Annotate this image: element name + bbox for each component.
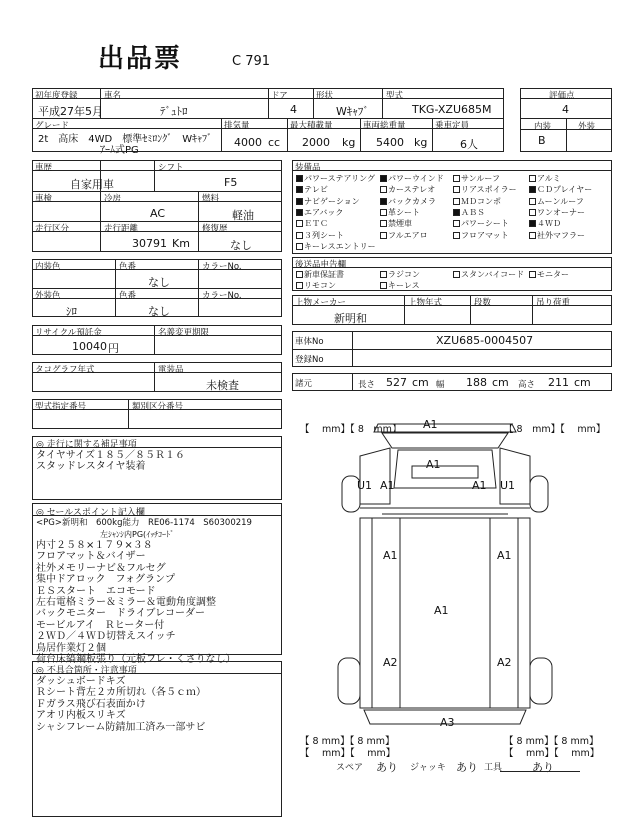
mark-a2-right: A2 bbox=[497, 656, 512, 669]
unchecked-box-icon bbox=[380, 282, 387, 289]
circle-icon: ◎ bbox=[36, 666, 44, 676]
name-change-label: 名義変更期限 bbox=[158, 328, 210, 338]
unchecked-box-icon bbox=[296, 282, 303, 289]
unchecked-box-icon bbox=[296, 271, 303, 278]
type-no-label: 型式指定番号 bbox=[35, 402, 87, 412]
unchecked-box-icon bbox=[296, 232, 303, 239]
tacho-label: タコグラフ年式 bbox=[35, 365, 95, 375]
exterior-color-no-label: 色番 bbox=[119, 291, 137, 301]
history-value: 自家用車 bbox=[70, 178, 114, 191]
exterior-color-no-value: なし bbox=[148, 305, 170, 318]
mileage-value: 30791 bbox=[132, 237, 167, 250]
equipment-item bbox=[529, 218, 561, 229]
equipment-item bbox=[296, 218, 328, 229]
unchecked-box-icon bbox=[380, 271, 387, 278]
gross-weight-unit: kg bbox=[414, 136, 428, 149]
equipment-item-label: ＥＴＣ bbox=[304, 219, 328, 229]
first-reg-value: 平成27年5月 bbox=[38, 105, 103, 118]
car-name-value: ﾃﾞｭﾄﾛ bbox=[160, 105, 188, 118]
checked-box-icon bbox=[296, 209, 303, 216]
equipment-item bbox=[296, 207, 343, 218]
exterior-color-code-label: カラーNo. bbox=[202, 291, 242, 301]
checked-box-icon bbox=[453, 209, 460, 216]
equipment-item-label: カーステレオ bbox=[388, 185, 436, 195]
defects-title: 不具合箇所・注意事項 bbox=[46, 666, 137, 676]
length-unit: cm bbox=[412, 376, 429, 389]
unchecked-box-icon bbox=[529, 232, 536, 239]
mark-a1-front: A1 bbox=[423, 418, 438, 431]
interior-grade-value: B bbox=[538, 134, 546, 147]
equipment-item bbox=[296, 196, 360, 207]
sales-point-line: ２ＷＤ／４ＷＤ切替えスイッチ bbox=[36, 631, 176, 643]
width-label: 幅 bbox=[436, 380, 445, 390]
interior-color-code-label: カラーNo. bbox=[202, 262, 242, 272]
docs-item bbox=[529, 269, 569, 280]
equipment-item bbox=[453, 184, 517, 195]
mark-u1-left: U1 bbox=[357, 479, 373, 492]
tools-label: 工具 bbox=[484, 763, 503, 773]
equipment-item bbox=[296, 230, 344, 241]
spare-value: あり bbox=[376, 761, 398, 774]
width-value: 188 bbox=[466, 376, 487, 389]
car-name-label: 車名 bbox=[104, 91, 122, 101]
equipment-item bbox=[453, 207, 485, 218]
defect-line: アオリ内板スリキズ bbox=[36, 710, 126, 722]
height-value: 211 bbox=[548, 376, 569, 389]
capacity-label: 乗車定員 bbox=[435, 121, 470, 131]
mark-a3-rear: A3 bbox=[440, 716, 455, 729]
docs-item-label: スタンバイコード bbox=[461, 270, 525, 279]
equipment-item-label: ワンオーナー bbox=[537, 207, 585, 217]
lot-number: C 791 bbox=[232, 54, 271, 69]
equipment-item bbox=[380, 196, 436, 207]
equipment-item bbox=[296, 184, 328, 195]
equipment-item-label: パワーウインド bbox=[388, 174, 444, 183]
roof-panel-outline bbox=[412, 466, 478, 478]
docs-item bbox=[453, 269, 524, 280]
reg-no-label: 登録No bbox=[295, 355, 324, 365]
shape-label: 形状 bbox=[316, 91, 334, 101]
repair-value: なし bbox=[230, 239, 252, 252]
electric-label: 電装品 bbox=[158, 365, 184, 375]
fuel-label: 燃料 bbox=[202, 194, 220, 204]
unchecked-box-icon bbox=[296, 220, 303, 227]
sales-point-line: 集中ドアロック フォグランプ bbox=[36, 574, 175, 586]
driving-notes-title: 走行に関する補足事項 bbox=[46, 440, 137, 450]
tools-value: あり bbox=[532, 761, 554, 774]
unchecked-box-icon bbox=[380, 220, 387, 227]
mileage-label: 走行距離 bbox=[104, 224, 139, 234]
jack-label: ジャッキ bbox=[410, 763, 446, 773]
equipment-item bbox=[529, 207, 585, 218]
equipment-item-label: ３列シート bbox=[304, 230, 344, 240]
defect-line: Ｆガラス飛び石表面かけ bbox=[36, 698, 146, 710]
left-door-outline bbox=[360, 448, 390, 504]
crane-stages-label: 段数 bbox=[474, 298, 492, 308]
docs-item-label: キーレス bbox=[388, 281, 420, 290]
crane-maker-value: 新明和 bbox=[334, 312, 367, 325]
equipment-item-label: バックカメラ bbox=[388, 196, 436, 206]
mileage-class-label: 走行区分 bbox=[35, 224, 70, 234]
page-title: 出品票 bbox=[98, 44, 183, 74]
checked-box-icon bbox=[529, 220, 536, 227]
equipment-title: 装備品 bbox=[295, 163, 321, 173]
equipment-item bbox=[529, 173, 561, 184]
front-bumper-outline bbox=[374, 424, 516, 432]
defect-line: シャシフレーム防錆加工済み一部サビ bbox=[36, 721, 206, 733]
equipment-item bbox=[296, 173, 375, 184]
docs-item-label: 新車保証書 bbox=[304, 270, 344, 279]
driving-notes-line-2: スタッドレスタイヤ装着 bbox=[36, 461, 146, 472]
grade-label: グレード bbox=[35, 121, 70, 131]
interior-color-no-label: 色番 bbox=[119, 262, 137, 272]
interior-grade-label: 内装 bbox=[534, 122, 552, 132]
equipment-item bbox=[380, 230, 428, 241]
unchecked-box-icon bbox=[453, 271, 460, 278]
equipment-item-label: 社外マフラー bbox=[537, 230, 585, 240]
equipment-item-label: パワーシート bbox=[461, 219, 509, 229]
grade-value-line1: 2t 高床 4WD 標準ｾﾐﾛﾝｸﾞ Wｷｬﾌﾞ bbox=[38, 134, 213, 145]
recycle-value: 10040 bbox=[72, 340, 107, 353]
spare-label: スペア bbox=[336, 763, 364, 773]
docs-item bbox=[380, 269, 420, 280]
equipment-item-label: エアバック bbox=[304, 207, 344, 217]
unchecked-box-icon bbox=[529, 175, 536, 182]
equipment-item bbox=[453, 230, 509, 241]
rating-label: 評価点 bbox=[549, 91, 575, 101]
grille-outline bbox=[382, 433, 508, 448]
height-unit: cm bbox=[574, 376, 591, 389]
first-reg-label: 初年度登録 bbox=[35, 91, 78, 101]
mark-u1-right: U1 bbox=[500, 479, 516, 492]
tire-rear-right-depth-2: 【 mm】【 mm】 bbox=[504, 748, 600, 759]
capacity-value: 6人 bbox=[460, 138, 478, 151]
length-label: 長さ bbox=[358, 380, 376, 390]
circle-icon: ◎ bbox=[36, 440, 44, 450]
shape-value: Wｷｬﾌﾞ bbox=[336, 105, 369, 118]
sales-point-line: 左右電格ミラー＆ミラー＆電動角度調整 bbox=[36, 597, 216, 608]
docs-item bbox=[296, 280, 336, 291]
rear-left-wheel bbox=[338, 658, 360, 704]
height-label: 高さ bbox=[518, 380, 536, 390]
driving-notes-line-1: タイヤサイズ１８５／８５Ｒ１６ bbox=[36, 450, 185, 461]
unchecked-box-icon bbox=[380, 232, 387, 239]
ac-label: 冷房 bbox=[104, 194, 122, 204]
unchecked-box-icon bbox=[529, 271, 536, 278]
sales-point-line: バックモニター ドライブレコーダー bbox=[36, 608, 205, 620]
sales-points-title: セールスポイント記入欄 bbox=[46, 508, 145, 518]
rear-right-wheel bbox=[530, 658, 552, 704]
circle-icon: ◎ bbox=[36, 508, 44, 518]
doors-value: 4 bbox=[290, 103, 297, 116]
recycle-label: リサイクル預託金 bbox=[35, 328, 102, 338]
shift-label: シフト bbox=[158, 163, 184, 173]
unchecked-box-icon bbox=[380, 209, 387, 216]
mark-a1-bed-right: A1 bbox=[497, 549, 512, 562]
checked-box-icon bbox=[296, 175, 303, 182]
equipment-item-label: ＣＤプレイヤー bbox=[537, 185, 593, 195]
sales-point-line: 社外メモリーナビ＆フルセグ bbox=[36, 562, 166, 574]
electric-value: 未検査 bbox=[206, 379, 239, 392]
equipment-item-label: テレビ bbox=[304, 185, 328, 195]
equipment-item-label: ムーンルーフ bbox=[537, 196, 584, 206]
width-unit: cm bbox=[492, 376, 509, 389]
equipment-item bbox=[380, 218, 412, 229]
exterior-grade-label: 外装 bbox=[578, 122, 596, 132]
fuel-value: 軽油 bbox=[232, 209, 254, 222]
max-load-value: 2000 bbox=[302, 136, 330, 149]
sales-head-2: 左ｼｬﾝｼ内PG(ｲｯﾁｺｰﾄﾞ bbox=[100, 530, 175, 539]
sales-point-line: フロアマット＆バイザー bbox=[36, 551, 146, 563]
ac-value: AC bbox=[150, 207, 166, 220]
chassis-no-value: XZU685-0004507 bbox=[436, 334, 534, 347]
sales-point-line: 内寸２５８×１７９×３８ bbox=[36, 540, 153, 551]
mark-a1-bed-center: A1 bbox=[434, 604, 449, 617]
docs-item bbox=[296, 269, 344, 280]
tire-front-right-depth: 【 8 mm】【 mm】 bbox=[504, 424, 606, 435]
defect-line: Ｒシート背左２カ所切れ（各５ｃｍ） bbox=[36, 687, 206, 699]
tire-rear-left-depth-2: 【 mm】【 mm】 bbox=[300, 748, 396, 759]
unchecked-box-icon bbox=[453, 175, 460, 182]
equipment-item-label: アルミ bbox=[537, 174, 561, 183]
shift-value: F5 bbox=[224, 176, 238, 189]
tire-rear-right-depth: 【 8 mm】【 8 mm】 bbox=[504, 736, 599, 747]
equipment-item bbox=[296, 241, 376, 252]
front-right-wheel bbox=[530, 476, 548, 512]
equipment-item bbox=[453, 196, 501, 207]
sales-point-line: ＥＳスタート エコモード bbox=[36, 585, 156, 597]
mark-a1-bed-left: A1 bbox=[383, 549, 398, 562]
jack-value: あり bbox=[456, 761, 478, 774]
equipment-item-label: パワーステアリング bbox=[304, 174, 375, 183]
sales-point-line: 荷台床縞鋼板張り（元板フレ・くさりなし） bbox=[36, 654, 236, 665]
checked-box-icon bbox=[380, 175, 387, 182]
mark-a2-left: A2 bbox=[383, 656, 398, 669]
equipment-item-label: サンルーフ bbox=[461, 174, 500, 183]
equipment-item bbox=[453, 173, 500, 184]
mark-a1-hood: A1 bbox=[426, 458, 441, 471]
equipment-item bbox=[380, 207, 420, 218]
dims-label: 諸元 bbox=[295, 379, 313, 389]
exterior-color-value: ｼﾛ bbox=[66, 305, 77, 318]
equipment-item bbox=[380, 173, 444, 184]
chassis-no-label: 車体No bbox=[295, 337, 324, 347]
vehicle-damage-diagram bbox=[320, 418, 570, 728]
equipment-item bbox=[453, 218, 509, 229]
grade-value-line2: ｱｰﾑ式PG bbox=[100, 145, 139, 156]
displacement-value: 4000 bbox=[234, 136, 262, 149]
max-load-label: 最大積載量 bbox=[290, 121, 333, 131]
equipment-item bbox=[529, 184, 592, 195]
model-type-value: TKG-XZU685M bbox=[412, 103, 492, 116]
equipment-item bbox=[380, 184, 435, 195]
unchecked-box-icon bbox=[380, 186, 387, 193]
checked-box-icon bbox=[296, 186, 303, 193]
sales-point-line: モービルアイ Ｒヒーター付 bbox=[36, 619, 165, 631]
interior-color-no-value: なし bbox=[148, 276, 170, 289]
sales-head-1: <PG>新明和 600kg能力 RE06-1174 S60300219 bbox=[36, 518, 252, 528]
mileage-unit: Km bbox=[172, 237, 190, 250]
unchecked-box-icon bbox=[453, 186, 460, 193]
model-type-label: 型式 bbox=[386, 91, 404, 101]
unchecked-box-icon bbox=[453, 198, 460, 205]
checked-box-icon bbox=[296, 198, 303, 205]
right-door-outline bbox=[500, 448, 530, 504]
gross-weight-label: 車両総重量 bbox=[363, 121, 406, 131]
crane-load-label: 吊り荷重 bbox=[536, 298, 571, 308]
unchecked-box-icon bbox=[296, 243, 303, 250]
checked-box-icon bbox=[380, 198, 387, 205]
recycle-unit: 円 bbox=[108, 342, 119, 355]
equipment-item bbox=[529, 230, 585, 241]
inspection-label: 車検 bbox=[35, 194, 53, 204]
equipment-item-label: フルエアロ bbox=[388, 230, 428, 240]
exterior-color-label: 外装色 bbox=[35, 291, 61, 301]
equipment-item bbox=[529, 196, 584, 207]
equipment-item-label: フロアマット bbox=[461, 230, 509, 240]
sales-point-line: 鳥居作業灯２個 bbox=[36, 642, 106, 654]
doors-label: ドア bbox=[271, 91, 288, 101]
tire-front-left-depth: 【 mm】【 8 mm】 bbox=[300, 424, 402, 435]
rating-value: 4 bbox=[562, 103, 569, 116]
docs-item-label: リモコン bbox=[304, 281, 336, 290]
crane-maker-label: 上物メーカー bbox=[295, 298, 346, 308]
unchecked-box-icon bbox=[453, 220, 460, 227]
equipment-item-label: リアスポイラー bbox=[461, 185, 517, 195]
unchecked-box-icon bbox=[529, 209, 536, 216]
mark-a1-right-front: A1 bbox=[472, 479, 487, 492]
defect-line: ダッシュボードキズ bbox=[36, 676, 126, 687]
max-load-unit: kg bbox=[342, 136, 356, 149]
docs-item-label: ラジコン bbox=[388, 270, 420, 279]
unchecked-box-icon bbox=[529, 198, 536, 205]
checked-box-icon bbox=[529, 186, 536, 193]
interior-color-label: 内装色 bbox=[35, 262, 61, 272]
length-value: 527 bbox=[386, 376, 407, 389]
class-no-label: 類別区分番号 bbox=[132, 402, 184, 412]
tire-rear-left-depth: 【 8 mm】【 8 mm】 bbox=[300, 736, 395, 747]
equipment-item-label: キーレスエントリー bbox=[304, 241, 376, 251]
gross-weight-value: 5400 bbox=[376, 136, 404, 149]
docs-item bbox=[380, 280, 420, 291]
displacement-unit: cc bbox=[268, 136, 281, 149]
equipment-item-label: ＭＤコンポ bbox=[461, 196, 501, 206]
equipment-item-label: ４ＷＤ bbox=[537, 219, 561, 229]
displacement-label: 排気量 bbox=[224, 121, 250, 131]
mark-a1-left-front: A1 bbox=[380, 479, 395, 492]
docs-item-label: モニター bbox=[537, 270, 569, 279]
crane-year-label: 上物年式 bbox=[408, 298, 443, 308]
equipment-item-label: 革シート bbox=[388, 207, 420, 217]
history-label: 車歴 bbox=[35, 163, 53, 173]
repair-label: 修復歴 bbox=[202, 224, 228, 234]
equipment-item-label: ナビゲーション bbox=[304, 196, 360, 206]
equipment-item-label: ＡＢＳ bbox=[461, 207, 485, 217]
docs-title: 後送品申告欄 bbox=[295, 260, 347, 270]
unchecked-box-icon bbox=[453, 232, 460, 239]
equipment-item-label: 禁煙車 bbox=[388, 219, 412, 229]
